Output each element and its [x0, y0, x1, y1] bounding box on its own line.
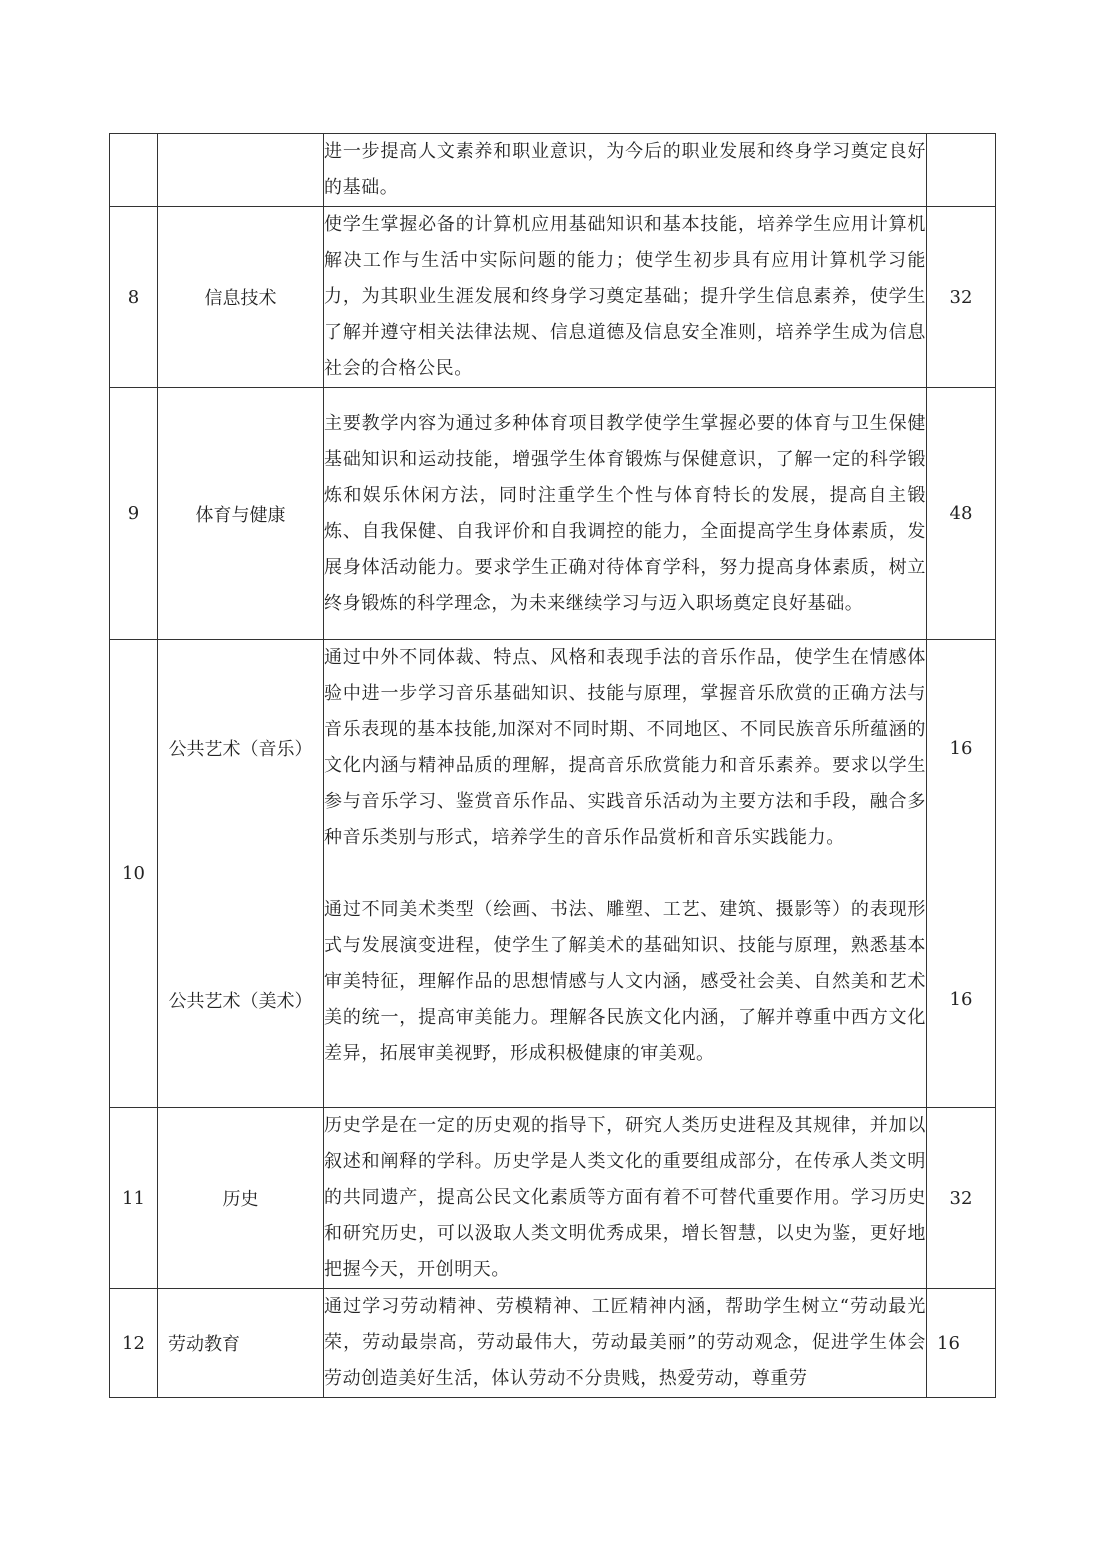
course-hours: 48: [927, 388, 996, 640]
music-name: 公共艺术（音乐）: [168, 739, 313, 760]
course-hours: 32: [927, 1108, 996, 1289]
course-description-text: 使学生掌握必备的计算机应用基础知识和基本技能，培养学生应用计算机解决工作与生活中实际问题的能力；使学生初步具有应用计算机学习能力，为其职业生涯发展和终身学习奠定基础；提升学生信息素养，使学生了解并遵守相关法律法规、信息道德及信息安全准则，培养学生成为信息社会的合格公民。: [324, 214, 926, 379]
table-row: [110, 1289, 996, 1398]
course-name: 历史: [158, 1108, 324, 1289]
course-number: 12: [110, 1289, 158, 1398]
course-number: 11: [110, 1108, 158, 1289]
course-description: [324, 134, 927, 207]
course-hours: 16: [927, 1289, 996, 1398]
art-hours: 16: [949, 989, 973, 1010]
course-description-text: 历史学是在一定的历史观的指导下，研究人类历史进程及其规律，并加以叙述和阐释的学科。历史学是人类文化的重要组成部分，在传承人类文明的共同遗产，提高公民文化素质等方面有着不可替代重要作用。学习历史和研究历史，可以汲取人类文明优秀成果，增长智慧，以史为鉴，更好地把握今天，开创明天。: [324, 1115, 926, 1280]
course-number: 10: [110, 640, 158, 1108]
music-hours: 16: [949, 737, 973, 759]
course-name: 劳动教育: [158, 1289, 324, 1398]
course-name: 体育与健康: [158, 388, 324, 640]
course-description: [324, 640, 927, 1108]
music-description-text: 通过中外不同体裁、特点、风格和表现手法的音乐作品，使学生在情感体验中进一步学习音乐基础知识、技能与原理，掌握音乐欣赏的正确方法与音乐表现的基本技能,加深对不同时期、不同地区、不同民族音乐所蕴涵的文化内涵与精神品质的理解，提高音乐欣赏能力和音乐素养。要求以学生参与音乐学习、鉴赏音乐作品、实践音乐活动为主要方法和手段，融合多种音乐类别与形式，培养学生的音乐作品赏析和音乐实践能力。: [324, 647, 926, 848]
course-name: 信息技术: [158, 207, 324, 388]
course-table: [109, 133, 996, 1398]
art-description-text: 通过不同美术类型（绘画、书法、雕塑、工艺、建筑、摄影等）的表现形式与发展演变进程，使学生了解美术的基础知识、技能与原理，熟悉基本审美特征，理解作品的思想情感与人文内涵，感受社会美、自然美和艺术美的统一，提高审美能力。理解各民族文化内涵，了解并尊重中西方文化差异，拓展审美视野，形成积极健康的审美观。: [324, 899, 926, 1064]
course-description: [324, 388, 927, 640]
course-number: 8: [110, 207, 158, 388]
art-name: 公共艺术（美术）: [168, 990, 313, 1012]
course-description: [324, 207, 927, 388]
course-number: 9: [110, 388, 158, 640]
course-name: [158, 134, 324, 207]
table-row: [110, 134, 996, 207]
course-description: [324, 1289, 927, 1398]
course-name-group: [158, 640, 324, 1108]
course-number: [110, 134, 158, 207]
course-description: [324, 1108, 927, 1289]
course-description-text: 主要教学内容为通过多种体育项目教学使学生掌握必要的体育与卫生保健基础知识和运动技能，增强学生体育锻炼与保健意识，了解一定的科学锻炼和娱乐休闲方法，同时注重学生个性与体育特长的发展，提高自主锻炼、自我保健、自我评价和自我调控的能力，全面提高学生身体素质，发展身体活动能力。要求学生正确对待体育学科，努力提高身体素质，树立终身锻炼的科学理念，为未来继续学习与迈入职场奠定良好基础。: [324, 412, 926, 614]
table-row: [110, 207, 996, 388]
course-hours: [927, 134, 996, 207]
course-hours: 32: [927, 207, 996, 388]
table-row: [110, 640, 996, 1108]
course-description-text: 通过学习劳动精神、劳模精神、工匠精神内涵，帮助学生树立“劳动最光荣，劳动最崇高，劳动最伟大，劳动最美丽”的劳动观念，促进学生体会劳动创造美好生活，体认劳动不分贵贱，热爱劳动，尊重劳: [324, 1296, 926, 1389]
course-description-text: 进一步提高人文素养和职业意识，为今后的职业发展和终身学习奠定良好的基础。: [324, 141, 926, 198]
table-row: [110, 388, 996, 640]
course-hours-group: [927, 640, 996, 1108]
table-row: [110, 1108, 996, 1289]
